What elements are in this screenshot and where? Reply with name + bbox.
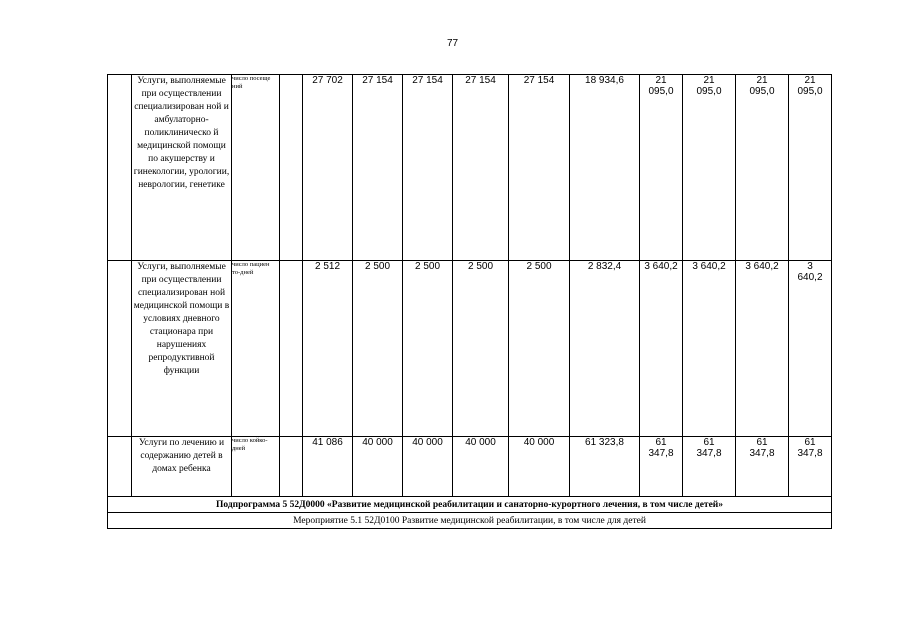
value-cell: 2 500	[353, 261, 403, 437]
table-row	[108, 261, 832, 437]
value-cell: 2 500	[509, 261, 570, 437]
table-row	[108, 437, 832, 497]
value-cell: 27 154	[353, 75, 403, 261]
value-cell: 2 500	[403, 261, 453, 437]
value-cell: 40 000	[403, 437, 453, 497]
value-cell: 2 500	[453, 261, 509, 437]
value-cell: 41 086	[303, 437, 353, 497]
value-cell: 27 702	[303, 75, 353, 261]
empty-cell	[280, 437, 303, 497]
value-cell: 2 832,4	[570, 261, 640, 437]
empty-cell	[108, 437, 132, 497]
value-cell: 3 640,2	[683, 261, 736, 437]
value-cell: 61 347,8	[789, 437, 832, 497]
empty-cell	[280, 261, 303, 437]
value-cell: 27 154	[403, 75, 453, 261]
unit-cell: число пациен то-дней	[232, 261, 280, 437]
value-cell: 18 934,6	[570, 75, 640, 261]
subprogram-title: Подпрограмма 5 52Д0000 «Развитие медицинской реабилитации и санаторно-курортного лечения, в том числе детей»	[108, 497, 832, 513]
empty-cell	[108, 261, 132, 437]
value-cell: 21 095,0	[736, 75, 789, 261]
value-cell: 40 000	[453, 437, 509, 497]
activity-row	[108, 513, 832, 529]
value-cell: 61 347,8	[640, 437, 683, 497]
service-name-cell: Услуги, выполняемые при осуществлении специализирован ной медицинской помощи в условиях дневного стационара при нарушениях репродуктивной функции	[132, 261, 232, 437]
service-name-cell: Услуги по лечению и содержанию детей в домах ребенка	[132, 437, 232, 497]
empty-cell	[108, 75, 132, 261]
value-cell: 2 512	[303, 261, 353, 437]
value-cell: 21 095,0	[683, 75, 736, 261]
value-cell: 40 000	[353, 437, 403, 497]
value-cell: 40 000	[509, 437, 570, 497]
unit-cell: число посеще ний	[232, 75, 280, 261]
value-cell: 61 347,8	[736, 437, 789, 497]
value-cell: 61 323,8	[570, 437, 640, 497]
page-number: 77	[446, 38, 459, 49]
unit-cell: число койко-дней	[232, 437, 280, 497]
value-cell: 27 154	[453, 75, 509, 261]
value-cell: 3 640,2	[736, 261, 789, 437]
activity-title: Мероприятие 5.1 52Д0100 Развитие медицинской реабилитации, в том числе для детей	[108, 513, 832, 529]
value-cell: 3 640,2	[640, 261, 683, 437]
value-cell: 27 154	[509, 75, 570, 261]
value-cell: 3 640,2	[789, 261, 832, 437]
empty-cell	[280, 75, 303, 261]
indicators-table	[107, 74, 832, 529]
subprogram-row	[108, 497, 832, 513]
table-row	[108, 75, 832, 261]
value-cell: 21 095,0	[640, 75, 683, 261]
value-cell: 21 095,0	[789, 75, 832, 261]
service-name-cell: Услуги, выполняемые при осуществлении специализирован ной и амбулаторно-поликлиническо й медицинской помощи по акушерству и гинекологии, урологии, неврологии, генетике	[132, 75, 232, 261]
value-cell: 61 347,8	[683, 437, 736, 497]
